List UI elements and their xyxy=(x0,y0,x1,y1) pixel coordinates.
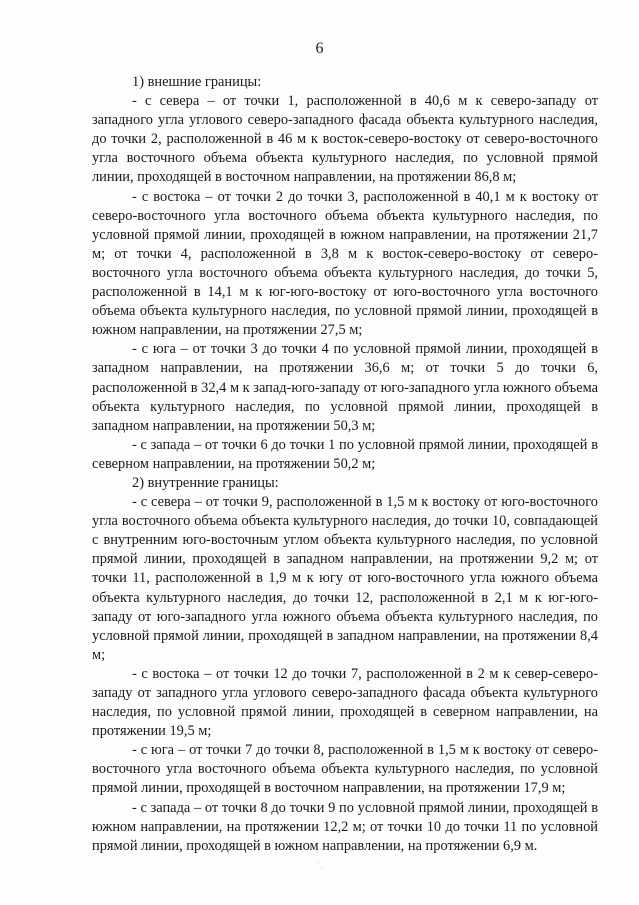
page-number: 6 xyxy=(315,40,324,57)
section-heading-external: 1) внешние границы: xyxy=(132,74,262,90)
document-body xyxy=(92,73,598,856)
paragraph-external-north: - с севера – от точки 1, расположенной в 40,6 м к северо-западу от западного угла углового северо-западного фасада объекта культурного наследия, до точки 2, расположенной в 46 м к восток-северо-востоку от северо-восточного угла восточного объема объекта культурного наследия, по условной прямой линии, проходящей в восточном направлении, на протяжении 86,8 м; xyxy=(92,93,598,186)
paragraph-external-east: - с востока – от точки 2 до точки 3, расположенной в 40,1 м к востоку от северо-восточного угла восточного объема объекта культурного наследия, по условной прямой линии, проходящей в южном направлении, на протяжении 21,7 м; от точки 4, расположенной в 3,8 м к восток-северо-востоку от северо-восточного угла восточного объема объекта культурного наследия, до точки 5, расположенной в 14,1 м к юг-юго-востоку от юго-восточного угла восточного объема объекта культурного наследия, по условной прямой линии, проходящей в южном направлении, на протяжении 27,5 м; xyxy=(92,188,598,339)
scan-speck xyxy=(318,862,319,863)
section-heading-internal: 2) внутренние границы: xyxy=(132,474,279,491)
paragraph-internal-west: - с запада – от точки 8 до точки 9 по условной прямой линии, проходящей в южном направлении, на протяжении 12,2 м; от точки 10 до точки 11 по условной прямой линии, проходящей в южном направлении, на протяжении 6,9 м. xyxy=(92,799,598,854)
paragraph-external-south: - с юга – от точки 3 до точки 4 по условной прямой линии, проходящей в западном направлении, на протяжении 36,6 м; от точки 5 до точки 6, расположенной в 32,4 м к запад-юго-западу от юго-западного угла южного объема объекта культурного наследия, по условной прямой линии, проходящей в западном направлении, на протяжении 50,3 м; xyxy=(92,341,598,434)
paragraph-internal-north: - с севера – от точки 9, расположенной в 1,5 м к востоку от юго-восточного угла восточного объема объекта культурного наследия, до точки 10, совпадающей с внутренним юго-восточным углом объекта культурного наследия, по условной прямой линии, проходящей в западном направлении, на протяжении 9,2 м; от точки 11, расположенной в 1,9 м к югу от юго-восточного угла южного объема объекта культурного наследия, до точки 12, расположенной в 2,1 м к юг-юго-западу от юго-западного угла южного объема объекта культурного наследия, по условной прямой линии, проходящей в западном направлении, на протяжении 8,4 м; xyxy=(92,494,598,663)
paragraph-internal-east: - с востока – от точки 12 до точки 7, расположенной в 2 м к север-северо-западу от западного угла углового северо-западного фасада объекта культурного наследия, по условной прямой линии, проходящей в северном направлении, на протяжении 19,5 м; xyxy=(92,665,598,740)
scan-speck xyxy=(321,868,322,869)
paragraph-internal-south: - с юга – от точки 7 до точки 8, расположенной в 1,5 м к востоку от северо-восточного угла восточного объема объекта культурного наследия, по условной прямой линии, проходящей в восточном направлении, на протяжении 17,9 м; xyxy=(92,742,598,797)
paragraph-external-west: - с запада – от точки 6 до точки 1 по условной прямой линии, проходящей в северном направлении, на протяжении 50,2 м; xyxy=(92,436,598,472)
